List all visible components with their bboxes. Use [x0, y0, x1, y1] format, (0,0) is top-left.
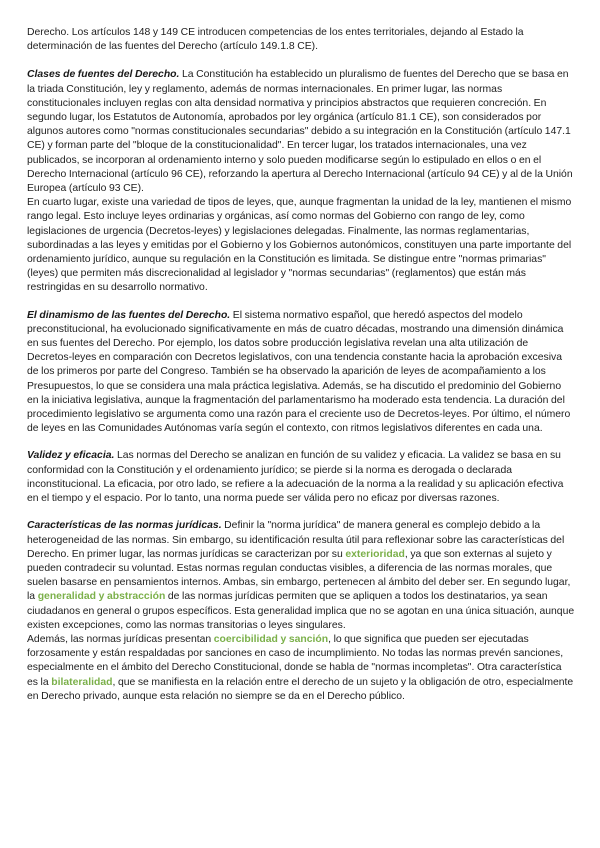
validez-paragraph — [27, 449, 575, 506]
dinamismo-paragraph — [27, 309, 575, 437]
dinamismo-heading: El dinamismo de las fuentes del Derecho. — [27, 309, 231, 321]
intro-paragraph: Derecho. Los artículos 148 y 149 CE introducen competencias de los entes territoriales, dejando al Estado la determinación de las fuentes del Derecho (artículo 149.1.8 CE). — [27, 27, 524, 53]
term-generalidad: generalidad y abstracción — [37, 591, 166, 603]
caracteristicas-paragraph-2 — [27, 633, 575, 704]
caracteristicas-text-e: , lo que significa que pueden ser ejecutadas forzosamente y están respaldadas por sanciones en caso de incumplimiento. No todas las normas prevén sanciones, especialmente en el ámbito del Derecho Constitucional, donde se habla de "normas incompletas". Otra característica es la — [27, 633, 564, 688]
term-coercibilidad: coercibilidad y sanción — [213, 633, 329, 645]
clases-text: La Constitución ha establecido un pluralismo de fuentes del Derecho que se basa en la triada Constitución, ley y reglamento, además de normas internacionales. En primer lugar, las normas constitucionales incluyen reglas con alta densidad normativa y principios abstractos que requieren concreción. En segundo lugar, los Estatutos de Autonomía, aprobados por ley orgánica (artículo 81.1 CE), son considerados por algunos autores como "normas constitucionales secundarias" debido a su integración en la Constitución (artículo 147.1 CE) y forman parte del "bloque de la constitucionalidad". En tercer lugar, los tratados internacionales, una vez publicados, se incorporan al ordenamiento interno y solo pueden modificarse según lo estipulado en ellos o en el Derecho Internacional (artículo 96 CE), reforzando la apertura al Derecho Internacional (artículo 94 CE) y al de la Unión Europea (artículo 93 CE). — [27, 69, 573, 195]
validez-heading: Validez y eficacia. — [27, 450, 115, 462]
term-bilateralidad: bilateralidad — [51, 676, 113, 688]
caracteristicas-paragraph — [27, 519, 575, 633]
term-exterioridad: exterioridad — [345, 548, 405, 560]
caracteristicas-text-f: , que se manifiesta en la relación entre el derecho de un sujeto y la obligación de otro, especialmente en Derecho privado, aunque esta relación no siempre se da en el Derecho público. — [27, 676, 574, 702]
clases-paragraph-2: En cuarto lugar, existe una variedad de tipos de leyes, que, aunque fragmentan la unidad de la ley, mantienen el mismo rango legal. Esto incluye leyes ordinarias y orgánicas, así como normas del Gobierno con rango de ley, como legislaciones de urgencia (Decretos-leyes) y legislaciones delegadas. Finalmente, las normas reglamentarias, subordinadas a las leyes y emitidas por el Gobierno y los Gobiernos autonómicos, constituyen una parte importante del ordenamiento jurídico, aunque su regulación en la Constitución es limitada. Se distingue entre "normas primarias" (leyes) que permiten más discrecionalidad al legislador y "normas secundarias" (reglamentos) que están más restringidas en su desarrollo normativo. — [27, 197, 572, 294]
document-page — [27, 26, 575, 704]
caracteristicas-text-b: , ya que son externas al sujeto y pueden contradecir su voluntad. Estas normas regulan conductas visibles, a diferencia de las normas morales, que suelen basarse en pensamientos internos. Ambas, sin embargo, pertenecen al ámbito del deber ser. En segundo lugar, la — [27, 548, 571, 603]
dinamismo-text: El sistema normativo español, que heredó aspectos del modelo preconstitucional, ha evolucionado significativamente en más de cuatro décadas, mostrando una dimensión dinámica en sus fuentes del Derecho. Por ejemplo, los datos sobre producción legislativa revelan una alta utilización de Decretos-leyes en comparación con Decretos legislativos, con una tendencia constante hacia la aprobación excesiva de los primeros por parte del Congreso. También se ha observado la aparición de leyes de acompañamiento a los Presupuestos, lo que se considera una mala práctica legislativa. Además, se ha discutido el predominio del Gobierno en la iniciativa legislativa, aunque la fragmentación del parlamentarismo ha moderado esta tendencia. La duración del procedimiento legislativo se argumenta como una razón para el creciente uso de Decretos-leyes. Por último, el número de leyes en las Comunidades Autónomas varía según el contexto, con ritmos legislativos diferentes en cada una. — [27, 309, 571, 435]
caracteristicas-text-a: Definir la "norma jurídica" de manera general es complejo debido a la heterogeneidad de las normas. Sin embargo, su identificación resulta útil para reflexionar sobre las características del Derecho. En primer lugar, las normas jurídicas se caracterizan por su — [27, 520, 565, 560]
validez-text: Las normas del Derecho se analizan en función de su validez y eficacia. La validez se basa en su conformidad con la Constitución y el ordenamiento jurídico; se pierde si la norma es derogada o declarada inconstitucional. La eficacia, por otro lado, se refiere a la adecuación de la norma a la realidad y su aplicación efectiva en el tiempo y el espacio. Por lo tanto, una norma puede ser válida pero no eficaz por diversas razones. — [27, 450, 564, 505]
caracteristicas-heading: Características de las normas jurídicas. — [27, 520, 222, 532]
clases-paragraph — [27, 68, 575, 196]
caracteristicas-text-d: Además, las normas jurídicas presentan — [27, 633, 214, 645]
caracteristicas-text-c: de las normas jurídicas permiten que se apliquen a todos los destinatarios, ya sean ciudadanos en general o grupos específicos. Esta generalidad implica que no se agotan en una única situación, aunque existen excepciones, como las normas transitorias o leyes singulares. — [27, 591, 575, 631]
clases-heading: Clases de fuentes del Derecho. — [27, 69, 180, 81]
